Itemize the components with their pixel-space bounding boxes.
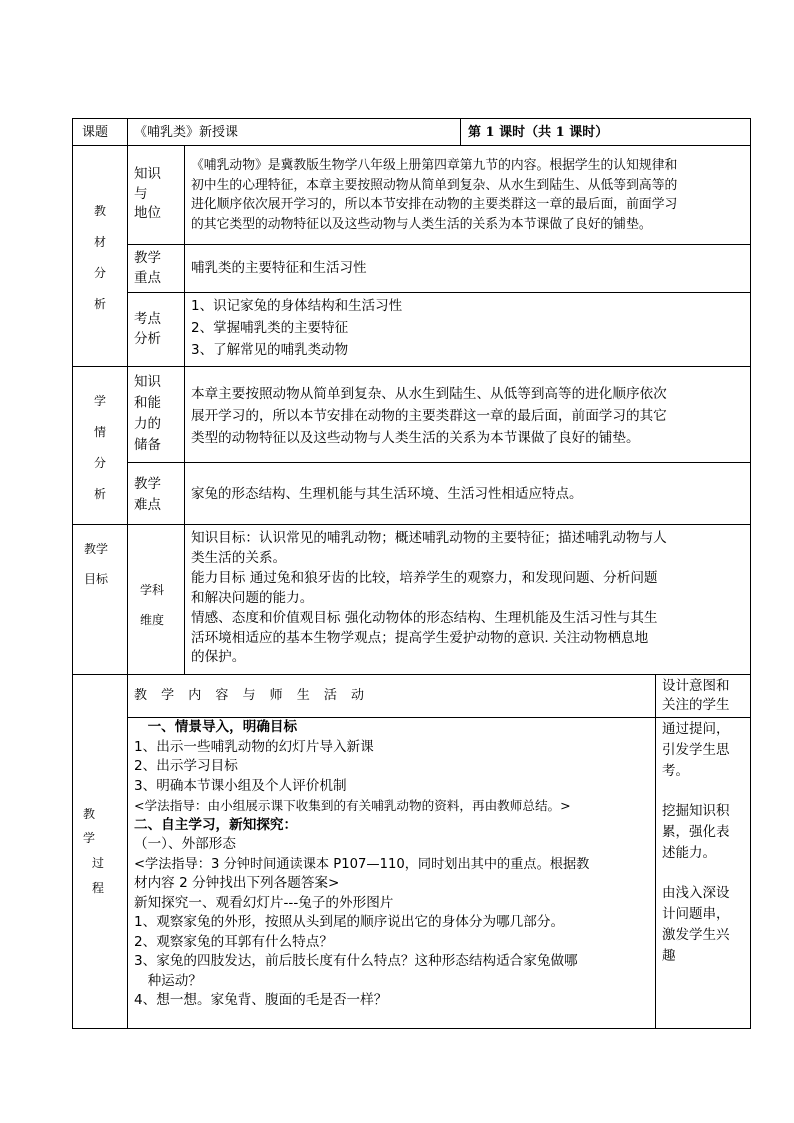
content-line: 3、家兔的四肢发达，前后肢长度有什么特点？这种形态结构适合家兔做哪 xyxy=(134,953,578,969)
content-line: 3、明确本节课小组及个人评价机制 xyxy=(134,777,347,794)
label-line: 学科 xyxy=(140,583,165,597)
process-content xyxy=(134,718,589,1011)
exam-points-label xyxy=(134,310,161,349)
content-line: 2、出示学习目标 xyxy=(134,758,238,774)
knowledge-position-text xyxy=(191,156,677,234)
note-line: 引发学生思 xyxy=(662,742,730,758)
text-line: 1、识记家兔的身体结构和生活习性 xyxy=(191,298,403,314)
label-line: 与 xyxy=(134,185,148,202)
label-line: 关注的学生 xyxy=(662,697,730,713)
table-border-left xyxy=(72,118,73,1029)
note-line: 计问题串， xyxy=(662,906,730,922)
label-line: 知识 xyxy=(134,166,161,182)
header-label: 课题 xyxy=(82,125,109,140)
design-header xyxy=(662,677,730,715)
table-border-top xyxy=(72,118,750,119)
section-char: 析 xyxy=(93,487,106,501)
knowledge-ability-label xyxy=(134,372,161,456)
note-line: 由浅入深设 xyxy=(662,885,730,901)
goals-section-label xyxy=(84,534,108,594)
text-line: 的其它类型的动物特征以及这些动物与人类生活的关系为本节课做了良好的铺垫。 xyxy=(191,216,652,232)
col-divider xyxy=(460,118,461,146)
design-note-3 xyxy=(662,883,730,967)
content-line: 1、观察家兔的外形，按照从头到尾的顺序说出它的身体分为哪几部分。 xyxy=(134,914,565,930)
text-line: 能力目标 通过兔和狼牙齿的比较，培养学生的观察力，和发现问题、分析问题 xyxy=(191,569,658,586)
teaching-focus-label xyxy=(134,249,161,288)
label-line: 考点 xyxy=(134,311,161,327)
text-line: 的保护。 xyxy=(191,649,246,666)
text-line: 知识目标：认识常见的哺乳动物；概述哺乳动物的主要特征；描述哺乳动物与人 xyxy=(191,530,667,546)
row-divider xyxy=(72,366,750,367)
content-header: 教 学 内 容 与 师 生 活 动 xyxy=(134,688,370,703)
note-line: 考。 xyxy=(662,763,689,779)
content-line: 4、想一想。家兔背、腹面的毛是否一样？ xyxy=(134,992,388,1008)
section-char: 分 xyxy=(93,266,106,280)
teaching-difficulty-label xyxy=(134,474,161,516)
text-line: 进化顺序依次展开学习的，所以本节安排在动物的主要类群这一章的最后面，前面学习 xyxy=(191,197,678,212)
label-line: 地位 xyxy=(134,205,161,221)
section-char: 教 xyxy=(82,807,95,821)
label-line: 知识 xyxy=(134,374,161,390)
content-line: 种运动？ xyxy=(134,972,202,989)
row-divider xyxy=(127,244,750,245)
text-line: 活环境相适应的基本生物学观点；提高学生爱护动物的意识. 关注动物栖息地 xyxy=(191,629,649,646)
teaching-difficulty-text: 家兔的形态结构、生理机能与其生活环境、生活习性相适应特点。 xyxy=(191,486,583,502)
design-note-1 xyxy=(662,719,730,782)
section-char: 析 xyxy=(93,297,106,311)
knowledge-ability-text xyxy=(191,383,667,449)
note-line: 激发学生兴 xyxy=(662,927,730,943)
text-line: 3、了解常见的哺乳类动物 xyxy=(191,342,349,358)
section-char: 情 xyxy=(93,425,106,439)
row-divider xyxy=(127,462,750,463)
text-line: 类生活的关系。 xyxy=(191,549,287,566)
label-line: 力的 xyxy=(134,416,161,432)
content-line: 2、观察家兔的耳郭有什么特点？ xyxy=(134,933,333,950)
section-char: 材 xyxy=(93,235,106,249)
goals-text xyxy=(191,529,667,668)
text-line: 和解决问题的能力。 xyxy=(191,589,314,606)
text-line: 类型的动物特征以及这些动物与人类生活的关系为本节课做了良好的铺垫。 xyxy=(191,430,640,446)
col-divider xyxy=(184,145,185,674)
label-line: 重点 xyxy=(134,269,161,286)
text-line: 情感、态度和价值观目标 强化动物体的形态结构、生理机能及生活习性与其生 xyxy=(191,609,658,626)
note-line: 述能力。 xyxy=(662,845,716,861)
text-line: 展开学习的，所以本节安排在动物的主要类群这一章的最后面，前面学习的其它 xyxy=(191,408,667,424)
design-note-2 xyxy=(662,801,730,864)
knowledge-position-label xyxy=(134,165,161,224)
content-line: （一）、外部形态 xyxy=(134,836,236,852)
label-line: 教学 xyxy=(134,476,161,492)
goals-sub-label xyxy=(140,575,164,635)
section-char: 过 xyxy=(91,856,104,870)
note-line: 趣 xyxy=(662,948,676,964)
text-line: 2、掌握哺乳类的主要特征 xyxy=(191,320,349,336)
content-line: <学法指导：3 分钟时间通读课本 P107—110，同时划出其中的重点。根据教 xyxy=(134,856,590,872)
lesson-title: 《哺乳类》新授课 xyxy=(134,125,239,140)
content-line: 二、自主学习，新知探究： xyxy=(134,816,298,833)
label-line: 教学 xyxy=(84,542,109,556)
row-divider xyxy=(127,292,750,293)
note-line: 挖掘知识积 xyxy=(662,803,730,819)
content-line: <学法指导：由小组展示课下收集到的有关哺乳动物的资料，再由教师总结。> xyxy=(134,798,571,813)
section-char: 程 xyxy=(91,881,104,895)
section-char: 学 xyxy=(82,831,95,845)
note-line: 通过提问， xyxy=(662,721,730,737)
lesson-period: 第 1 课时（共 1 课时） xyxy=(468,125,609,140)
content-line: 材内容 2 分钟找出下列各题答案> xyxy=(134,875,340,891)
table-border-bottom xyxy=(72,1028,750,1029)
row-divider xyxy=(72,145,750,146)
row-divider xyxy=(72,524,750,525)
row-divider xyxy=(72,674,750,675)
label-line: 教学 xyxy=(134,250,161,266)
content-line: 新知探究一、观看幻灯片---兔子的外形图片 xyxy=(134,894,394,911)
section-char: 学 xyxy=(93,394,106,408)
text-line: 本章主要按照动物从简单到复杂、从水生到陆生、从低等到高等的进化顺序依次 xyxy=(191,386,667,402)
note-line: 累，强化表 xyxy=(662,824,730,840)
section-char: 教 xyxy=(93,204,106,218)
label-line: 分析 xyxy=(134,330,161,347)
table-border-right xyxy=(750,118,751,1029)
label-line: 难点 xyxy=(134,497,161,513)
label-line: 储备 xyxy=(134,437,161,453)
text-line: 《哺乳动物》是冀教版生物学八年级上册第四章第九节的内容。根据学生的认知规律和 xyxy=(191,158,678,173)
label-line: 维度 xyxy=(140,613,165,627)
content-line: 一、情景导入，明确目标 xyxy=(134,719,298,735)
teaching-focus-text: 哺乳类的主要特征和生活习性 xyxy=(191,260,367,276)
section-char: 分 xyxy=(93,456,106,470)
label-line: 和能 xyxy=(134,395,161,411)
content-line: 1、出示一些哺乳动物的幻灯片导入新课 xyxy=(134,738,374,755)
exam-points-text xyxy=(191,295,402,361)
text-line: 初中生的心理特征，本章主要按照动物从简单到复杂、从水生到陆生、从低等到高等的 xyxy=(191,177,678,193)
col-divider xyxy=(655,674,656,1029)
label-line: 目标 xyxy=(84,572,109,586)
col-divider xyxy=(127,118,128,1029)
label-line: 设计意图和 xyxy=(662,678,730,694)
